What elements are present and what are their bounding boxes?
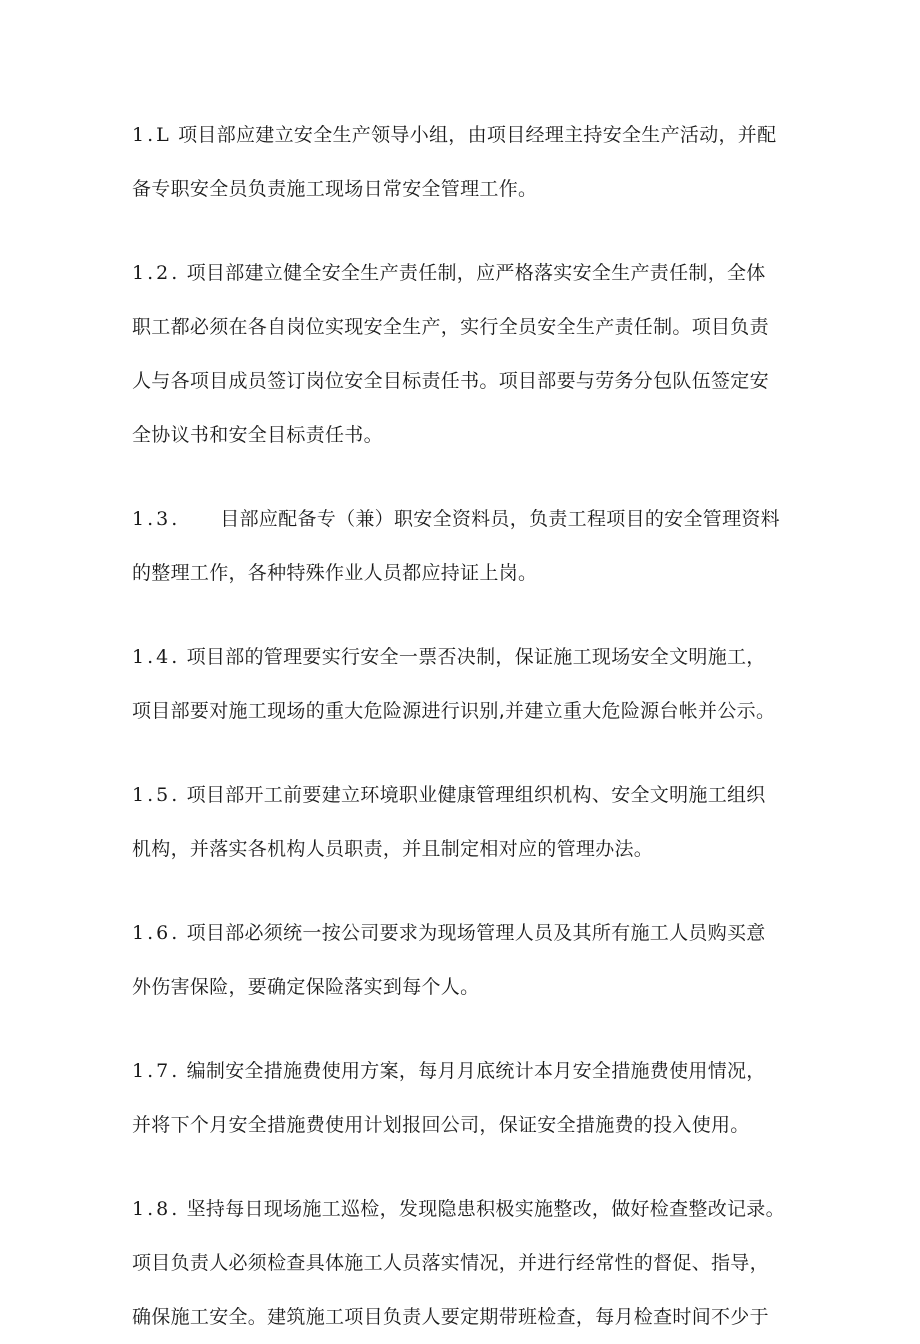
paragraph-line: 项目负责人必须检查具体施工人员落实情况，并进行经常性的督促、指导，	[132, 1252, 769, 1274]
paragraph-1-4	[132, 630, 820, 738]
paragraph-line	[132, 906, 820, 960]
clause-text: 项目部的管理要实行安全一票否决制，保证施工现场安全文明施工，	[186, 646, 766, 668]
paragraph-line: 并将下个月安全措施费使用计划报回公司，保证安全措施费的投入使用。	[132, 1114, 750, 1136]
clause-text: 项目部应建立安全生产领导小组，由项目经理主持安全生产活动，并配	[178, 124, 777, 146]
clause-number: 1.6.	[132, 922, 181, 944]
clause-text: 编制安全措施费使用方案，每月月底统计本月安全措施费使用情况，	[186, 1060, 766, 1082]
paragraph-line	[132, 246, 820, 300]
clause-number: 1.7.	[132, 1060, 181, 1082]
paragraph-line: 备专职安全员负责施工现场日常安全管理工作。	[132, 178, 538, 200]
clause-text: 项目部建立健全安全生产责任制，应严格落实安全生产责任制，全体	[186, 262, 766, 284]
clause-number: 1.5.	[132, 784, 181, 806]
clause-number: 1.4.	[132, 646, 181, 668]
paragraph-line: 的整理工作，各种特殊作业人员都应持证上岗。	[132, 562, 538, 584]
paragraph-line: 项目部要对施工现场的重大危险源进行识别,并建立重大危险源台帐并公示。	[132, 700, 776, 722]
paragraph-1-5	[132, 768, 820, 876]
clause-number: 1.8.	[132, 1198, 181, 1220]
paragraph-1-2	[132, 246, 820, 462]
paragraph-line	[132, 768, 820, 822]
paragraph-1-1	[132, 108, 820, 216]
paragraph-line: 全协议书和安全目标责任书。	[132, 424, 383, 446]
paragraph-line	[132, 1044, 820, 1098]
paragraph-1-6	[132, 906, 820, 1014]
paragraph-1-3	[132, 492, 820, 600]
clause-number: 1.2.	[132, 262, 181, 284]
clause-text: 项目部必须统一按公司要求为现场管理人员及其所有施工人员购买意	[186, 922, 766, 944]
paragraph-line: 确保施工安全。建筑施工项目负责人要定期带班检查，每月检查时间不少于	[132, 1306, 769, 1328]
clause-text: 目部应配备专（兼）职安全资料员，负责工程项目的安全管理资料	[220, 508, 780, 530]
clause-text: 项目部开工前要建立环境职业健康管理组织机构、安全文明施工组织	[186, 784, 766, 806]
paragraph-1-8	[132, 1182, 820, 1344]
clause-number: 1.3.	[132, 508, 181, 530]
paragraph-line: 职工都必须在各自岗位实现安全生产，实行全员安全生产责任制。项目负责	[132, 316, 769, 338]
paragraph-line: 外伤害保险，要确定保险落实到每个人。	[132, 976, 480, 998]
paragraph-line: 人与各项目成员签订岗位安全目标责任书。项目部要与劳务分包队伍签定安	[132, 370, 769, 392]
paragraph-1-7	[132, 1044, 820, 1152]
clause-text: 坚持每日现场施工巡检，发现隐患积极实施整改，做好检查整改记录。	[186, 1198, 785, 1220]
paragraph-line	[132, 630, 820, 684]
paragraph-line	[132, 108, 820, 162]
clause-number: 1.L	[132, 124, 172, 146]
paragraph-line	[132, 1182, 820, 1236]
paragraph-line	[132, 492, 820, 546]
paragraph-line: 机构，并落实各机构人员职责，并且制定相对应的管理办法。	[132, 838, 654, 860]
